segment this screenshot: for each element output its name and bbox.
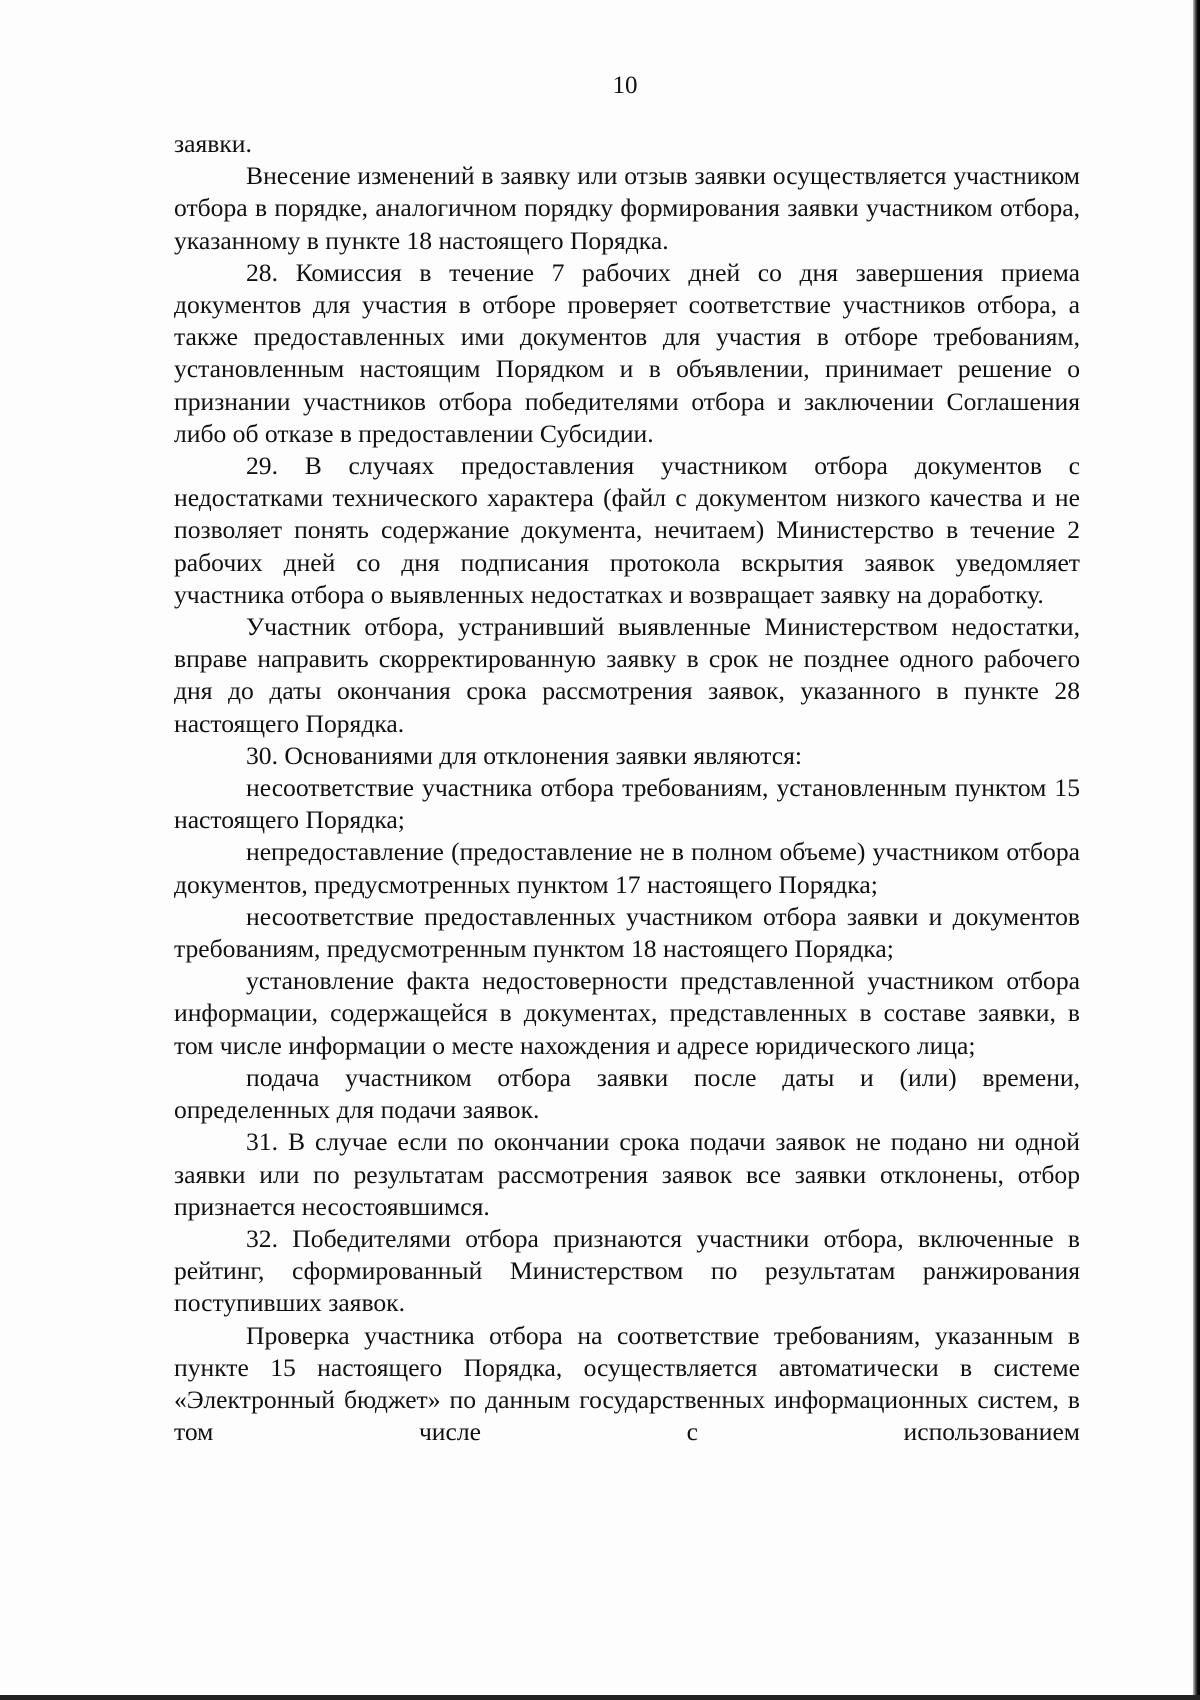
paragraph-item-32: 32. Победителями отбора признаются участники отбора, включенные в рейтинг, сформированный Министерством по результатам ранжирования поступивших заявок.	[174, 1223, 1080, 1318]
scan-edge-bottom	[0, 1695, 1200, 1700]
list-item: непредоставление (предоставление не в полном объеме) участником отбора документов, предусмотренных пунктом 17 настоящего Порядка;	[174, 837, 1080, 899]
paragraph: Внесение изменений в заявку или отзыв заявки осуществляется участником отбора в порядке, аналогичном порядку формирования заявки участником отбора, указанному в пункте 18 настоящего Порядка.	[174, 161, 1080, 255]
paragraph-item-29: 29. В случаях предоставления участником отбора документов с недостатками технического характера (файл с документом низкого качества и не позволяет понять содержание документа, нечитаем) Министерство в течение 2 рабочих дней со дня подписания протокола вскрытия заявок уведомляет участника отбора о выявленных недостатках и возвращает заявку на доработку.	[174, 451, 1080, 609]
paragraph: заявки.	[174, 129, 252, 158]
list-item: несоответствие участника отбора требованиям, установленным пунктом 15 настоящего Порядка;	[174, 773, 1080, 835]
scan-edge-right	[1193, 0, 1200, 1700]
paragraph: Проверка участника отбора на соответствие требованиям, указанным в пункте 15 настоящего Порядка, осуществляется автоматически в системе «Электронный бюджет» по данным государственных информационных систем, в том числе с использованием	[174, 1320, 1080, 1447]
paragraph: Участник отбора, устранивший выявленные Министерством недостатки, вправе направить скорректированную заявку в срок не позднее одного рабочего дня до даты окончания срока рассмотрения заявок, указанного в пункте 28 настоящего Порядка.	[174, 612, 1080, 738]
paragraph-item-28: 28. Комиссия в течение 7 рабочих дней со дня завершения приема документов для участия в отборе проверяет соответствие участников отбора, а также предоставленных ими документов для участия в отборе требованиям, установленным настоящим Порядком и в объявлении, принимает решение о признании участников отбора победителями отбора и заключении Соглашения либо об отказе в предоставлении Субсидии.	[174, 257, 1080, 448]
list-item: подача участником отбора заявки после даты и (или) времени, определенных для подачи заявок.	[174, 1062, 1080, 1125]
document-body	[174, 128, 1080, 1448]
paragraph-item-31: 31. В случае если по окончании срока подачи заявок не подано ни одной заявки или по результатам рассмотрения заявок все заявки отклонены, отбор признается несостоявшимся.	[174, 1127, 1080, 1221]
paragraph-item-30: 30. Основаниями для отклонения заявки являются:	[246, 740, 802, 770]
list-item: установление факта недостоверности представленной участником отбора информации, содержащейся в документах, представленных в составе заявки, в том числе информации о месте нахождения и адресе юридического лица;	[174, 966, 1080, 1060]
page-number: 10	[612, 72, 638, 99]
list-item: несоответствие предоставленных участником отбора заявки и документов требованиям, предусмотренным пунктом 18 настоящего Порядка;	[174, 901, 1080, 964]
